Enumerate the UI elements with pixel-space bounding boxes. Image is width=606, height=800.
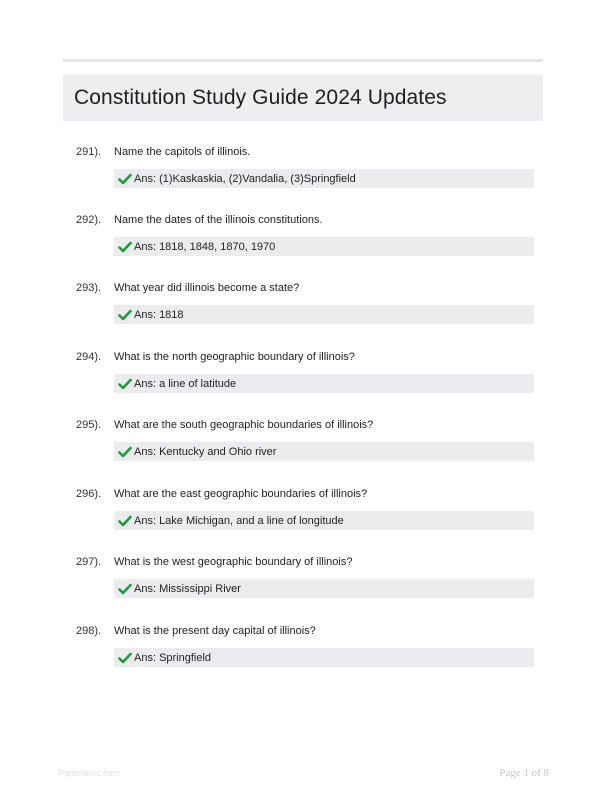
question-text: What are the south geographic boundaries of illinois?	[114, 419, 374, 431]
answer-box	[114, 237, 534, 256]
answer-text: Ans: 1818	[134, 308, 184, 321]
question-item	[0, 418, 606, 478]
question-number: 292).	[76, 214, 102, 226]
answer-text: Ans: a line of latitude	[134, 377, 237, 390]
answer-text: Ans: Springfield	[134, 651, 212, 664]
answer-box	[114, 648, 534, 667]
question-number: 293).	[76, 282, 102, 294]
answer-box	[114, 442, 534, 461]
check-icon	[118, 173, 132, 185]
header-divider	[63, 59, 543, 62]
check-icon	[118, 446, 132, 458]
page-number: Page 1 of 8	[499, 767, 549, 779]
check-icon	[118, 515, 132, 527]
check-icon	[118, 241, 132, 253]
question-number: 298).	[76, 625, 102, 637]
question-item	[0, 487, 606, 547]
answer-box	[114, 169, 534, 188]
question-number: 297).	[76, 556, 102, 568]
question-item	[0, 213, 606, 273]
answer-text: Ans: 1818, 1848, 1870, 1970	[134, 240, 276, 253]
title-banner	[63, 75, 543, 121]
question-text: What is the west geographic boundary of illinois?	[114, 556, 353, 568]
answer-box	[114, 511, 534, 530]
answer-text: Ans: Mississippi River	[134, 582, 241, 595]
question-item	[0, 555, 606, 615]
question-text: Name the dates of the illinois constitutions.	[114, 214, 323, 226]
question-number: 296).	[76, 488, 102, 500]
answer-text: Ans: Kentucky and Ohio river	[134, 445, 277, 458]
check-icon	[118, 652, 132, 664]
question-text: What are the east geographic boundaries of illinois?	[114, 488, 368, 500]
question-number: 295).	[76, 419, 102, 431]
answer-text: Ans: (1)Kaskaskia, (2)Vandalia, (3)Springfield	[134, 172, 356, 185]
check-icon	[118, 309, 132, 321]
answer-box	[114, 305, 534, 324]
check-icon	[118, 378, 132, 390]
question-text: What is the present day capital of illinois?	[114, 625, 316, 637]
question-item	[0, 350, 606, 410]
question-item	[0, 145, 606, 205]
check-icon	[118, 583, 132, 595]
question-item	[0, 624, 606, 684]
question-number: 294).	[76, 351, 102, 363]
question-text: What year did illinois become a state?	[114, 282, 300, 294]
answer-box	[114, 579, 534, 598]
question-number: 291).	[76, 146, 102, 158]
answer-text: Ans: Lake Michigan, and a line of longitude	[134, 514, 344, 527]
page-title: Constitution Study Guide 2024 Updates	[74, 86, 447, 109]
footer-watermark: Paperlibric.com	[58, 768, 121, 778]
question-item	[0, 281, 606, 341]
answer-box	[114, 374, 534, 393]
question-text: Name the capitols of illinois.	[114, 146, 251, 158]
question-text: What is the north geographic boundary of illinois?	[114, 351, 355, 363]
